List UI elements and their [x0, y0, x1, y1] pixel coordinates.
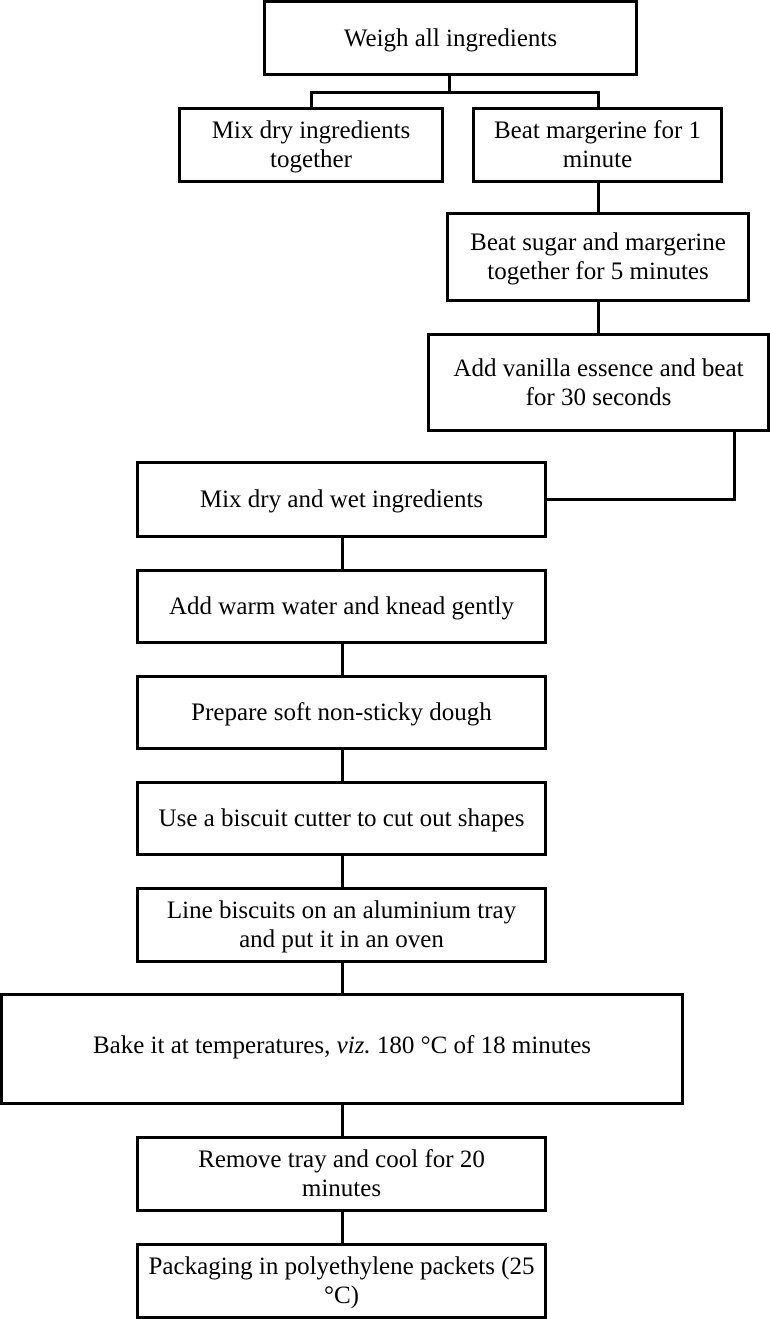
connector-s11-s12: [341, 1103, 344, 1138]
step-add-warm-water: [136, 569, 547, 644]
connector-to-s3: [597, 91, 600, 108]
step-label-italic: viz.: [336, 1031, 371, 1059]
step-label: Line biscuits on an aluminium tray and put it in an oven: [166, 897, 517, 953]
step-packaging: [136, 1243, 547, 1319]
connector-s10-s11: [341, 961, 344, 995]
step-label: Beat margerine for 1 minute: [493, 117, 702, 173]
step-mix-dry-ingredients: [178, 107, 444, 183]
step-add-vanilla: [427, 333, 770, 432]
connector-split-horizontal: [310, 91, 600, 94]
step-label: Add vanilla essence and beat for 30 seconds: [453, 354, 744, 411]
connector-s5-s6: [545, 498, 736, 501]
step-label-part: Bake it at temperatures,: [92, 1031, 337, 1059]
connector-s9-s10: [341, 854, 344, 889]
step-label: Beat sugar and margerine together for 5 minutes: [470, 229, 726, 285]
step-bake: [0, 993, 684, 1105]
connector-s5-down: [733, 430, 736, 501]
step-label: [93, 1031, 591, 1060]
step-label-part: 180 °C of 18 minutes: [370, 1031, 592, 1059]
step-label: Mix dry and wet ingredients: [199, 486, 484, 513]
step-mix-dry-wet: [136, 461, 547, 538]
step-beat-sugar-margerine: [446, 212, 750, 302]
connector-to-s2: [310, 91, 313, 108]
step-biscuit-cutter: [136, 781, 547, 856]
step-label: Use a biscuit cutter to cut out shapes: [158, 805, 525, 832]
step-label: Add warm water and knead gently: [168, 593, 515, 620]
step-label: Prepare soft non-sticky dough: [191, 699, 492, 726]
connector-s3-s4: [597, 182, 600, 214]
connector-s8-s9: [341, 748, 344, 783]
connector-s6-s7: [341, 536, 344, 571]
step-label: Mix dry ingredients together: [211, 117, 411, 173]
step-label: Weigh all ingredients: [343, 24, 558, 52]
step-weigh-ingredients: [263, 0, 638, 76]
connector-s4-s5: [597, 300, 600, 335]
step-label: Packaging in polyethylene packets (25 °C): [148, 1253, 535, 1309]
connector-s7-s8: [341, 642, 344, 677]
step-remove-cool: [136, 1136, 547, 1212]
step-line-biscuits: [136, 887, 547, 963]
connector-s12-s13: [341, 1210, 344, 1245]
step-beat-margerine: [472, 107, 723, 183]
step-label: Remove tray and cool for 20 minutes: [198, 1146, 485, 1202]
step-prepare-dough: [136, 675, 547, 750]
